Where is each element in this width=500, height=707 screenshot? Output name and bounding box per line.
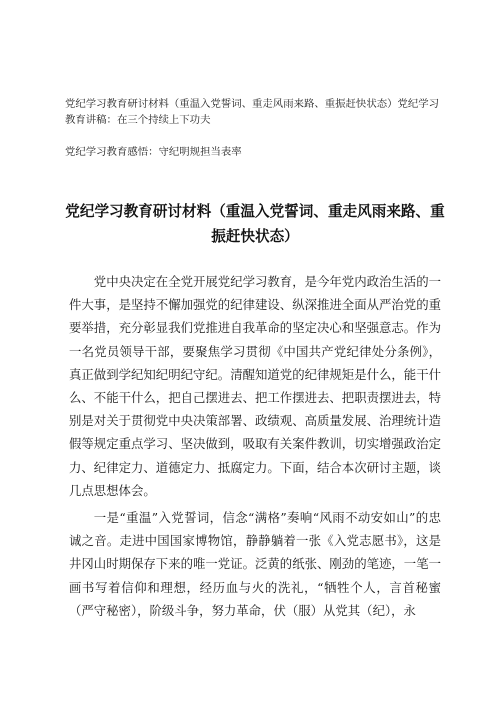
body-paragraph: 党中央决定在全党开展党纪学习教育，是今年党内政治生活的一件大事，是坚持不懈加强党的纪律建设、纵深推进全面从严治党的重要举措，充分彰显我们党推进自我革命的坚定决心和坚强意志。作为一名党员领导干部，要聚焦学习贯彻《中国共产党纪律处分条例》，真正做到学纪知纪明纪守纪。清醒知道党的纪律规矩是什么，能干什么、不能干什么，把自己摆进去、把工作摆进去、把职责摆进去，特别是对关于贯彻党中央决策部署、政绩观、高质量发展、治理统计造假等规定重点学习、坚决做到，吸取有关案件教训，切实增强政治定力、纪律定力、道德定力、抵腐定力。下面，结合本次研讨主题，谈几点思想体会。 xyxy=(69,274,441,498)
body-paragraph: 一是“重温”入党誓词，信念“满格”奏响“风雨不动安如山”的忠诚之音。走进中国国家博物馆，静静躺着一张《入党志愿书》，这是井冈山时期保存下来的唯一党证。泛黄的纸张、刚劲的笔迹，一笔一画书写着信仰和理想，经历血与火的洗礼，“牺牲个人，言首秘蜜（严守秘密），阶级斗争，努力革命，伏（服）从党其（纪），永 xyxy=(69,510,441,618)
toc-item[interactable]: 党纪学习教育感悟：守纪明规担当表率 xyxy=(65,146,242,158)
document-body xyxy=(69,270,441,622)
document-title: 党纪学习教育研讨材料（重温入党誓词、重走风雨来路、重振赶快状态） xyxy=(65,203,445,245)
toc-item[interactable]: 党纪学习教育研讨材料（重温入党誓词、重走风雨来路、重振赶快状态）党纪学习教育讲稿：在三个持续上下功夫 xyxy=(65,98,440,126)
table-of-contents xyxy=(65,96,445,160)
